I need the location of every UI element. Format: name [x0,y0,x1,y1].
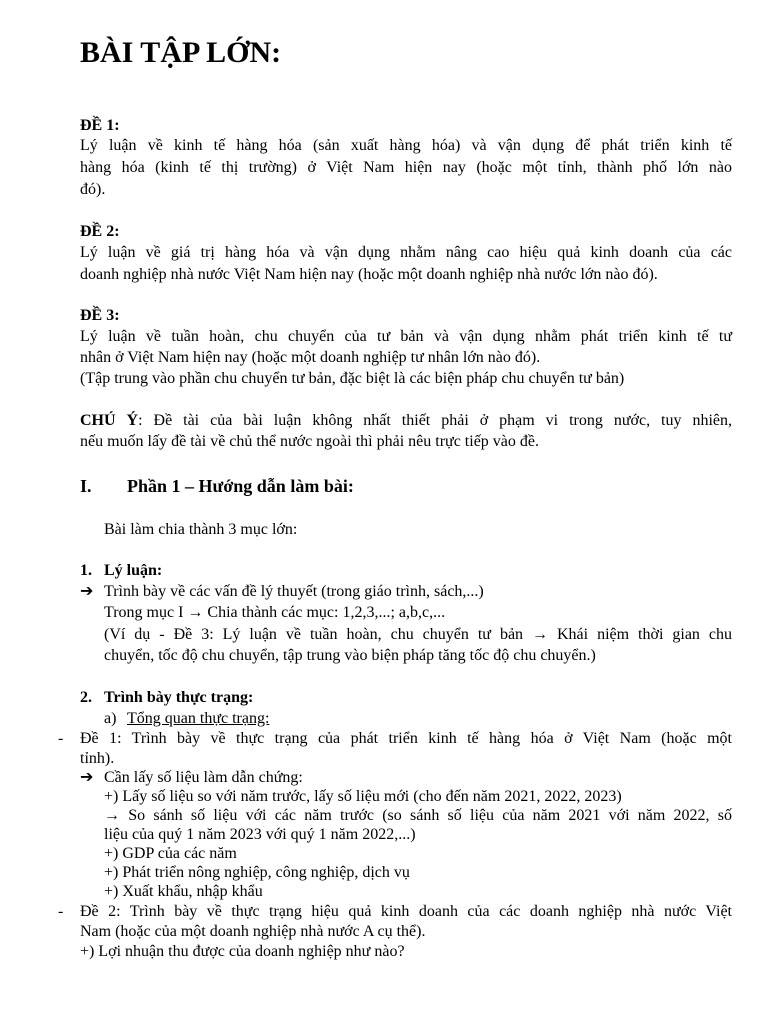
item-2-title: Trình bày thực trạng: [104,689,254,706]
de1-line: Đề 1: Trình bày về thực trạng của phát triển kinh tế hàng hóa ở Việt Nam (hoặc một [80,730,732,747]
note-text: : Đề tài của bài luận không nhất thiết phải ở phạm vi trong nước, tuy nhiên, [138,412,733,429]
dash-bullet: - [58,903,64,920]
note-line [80,411,732,431]
de1-bullet: +) GDP của các năm [104,845,237,862]
page-title: BÀI TẬP LỚN: [80,36,282,69]
sub-a-label: a) [104,710,117,727]
dash-bullet: - [58,730,64,747]
de1-evidence: Cần lấy số liệu làm dẫn chứng: [104,769,303,786]
topic-1-line: đó). [80,181,106,198]
topic-1-line: hàng hóa (kinh tế thị trường) ở Việt Nam hiện nay (hoặc một tỉnh, thành phố lớn nào [80,159,732,176]
de2-line: Đề 2: Trình bày về thực trạng hiệu quả kinh doanh của các doanh nghiệp nhà nước Việt [80,903,732,920]
note-line-2: nếu muốn lấy đề tài về chủ thể nước ngoài thì phải nêu trực tiếp vào đề. [80,433,539,450]
de1-bullet: → So sánh số liệu với các năm trước (so sánh số liệu của năm 2021 với năm 2022, số [104,807,732,824]
de1-line: tỉnh). [80,750,115,767]
topic-1-line: Lý luận về kinh tế hàng hóa (sản xuất hàng hóa) và vận dụng để phát triển kinh tế [80,137,732,154]
item-2-number: 2. [80,689,92,706]
de2-line: Nam (hoặc của một doanh nghiệp nhà nước A cụ thể). [80,923,426,940]
topic-2-heading: ĐỀ 2: [80,223,120,240]
topic-2-line: Lý luận về giá trị hàng hóa và vận dụng nhằm nâng cao hiệu quả kinh doanh của các [80,244,732,261]
section-1-number: I. [80,476,92,496]
de1-bullet: +) Phát triển nông nghiệp, công nghiệp, dịch vụ [104,864,410,881]
sub-a-title: Tổng quan thực trạng: [127,710,270,727]
arrow-icon: ➔ [80,769,94,786]
topic-1-heading: ĐỀ 1: [80,117,120,134]
item-1-line: (Ví dụ - Đề 3: Lý luận về tuần hoàn, chu chuyển tư bản → Khái niệm thời gian chu [104,626,732,643]
note-label: CHÚ Ý [80,412,139,429]
item-1-line: Trình bày về các vấn đề lý thuyết (trong giáo trình, sách,...) [104,583,484,600]
de2-line: +) Lợi nhuận thu được của doanh nghiệp như nào? [80,943,405,960]
de1-bullet: liệu của quý 1 năm 2023 với quý 1 năm 2022,...) [104,826,416,843]
topic-3-heading: ĐỀ 3: [80,307,120,324]
topic-2-line: doanh nghiệp nhà nước Việt Nam hiện nay (hoặc một doanh nghiệp nhà nước lớn nào đó). [80,266,658,283]
topic-3-line: (Tập trung vào phần chu chuyển tư bản, đặc biệt là các biện pháp chu chuyển tư bản) [80,370,625,387]
de1-bullet: +) Xuất khẩu, nhập khẩu [104,883,263,900]
arrow-icon: ➔ [80,583,94,600]
item-1-line: chuyển, tốc độ chu chuyển, tập trung vào biện pháp tăng tốc độ chu chuyển.) [104,647,596,664]
item-1-number: 1. [80,562,92,579]
topic-3-line: Lý luận về tuần hoàn, chu chuyển của tư bản và vận dụng nhằm phát triển kinh tế tư [80,328,732,345]
item-1-line: Trong mục I → Chia thành các mục: 1,2,3,...; a,b,c,... [104,604,446,621]
topic-3-line: nhân ở Việt Nam hiện nay (hoặc một doanh nghiệp tư nhân lớn nào đó). [80,349,541,366]
section-1-title: Phần 1 – Hướng dẫn làm bài: [127,476,354,496]
de1-bullet: +) Lấy số liệu so với năm trước, lấy số liệu mới (cho đến năm 2021, 2022, 2023) [104,788,622,805]
item-1-title: Lý luận: [104,562,163,579]
section-1-intro: Bài làm chia thành 3 mục lớn: [104,521,298,538]
